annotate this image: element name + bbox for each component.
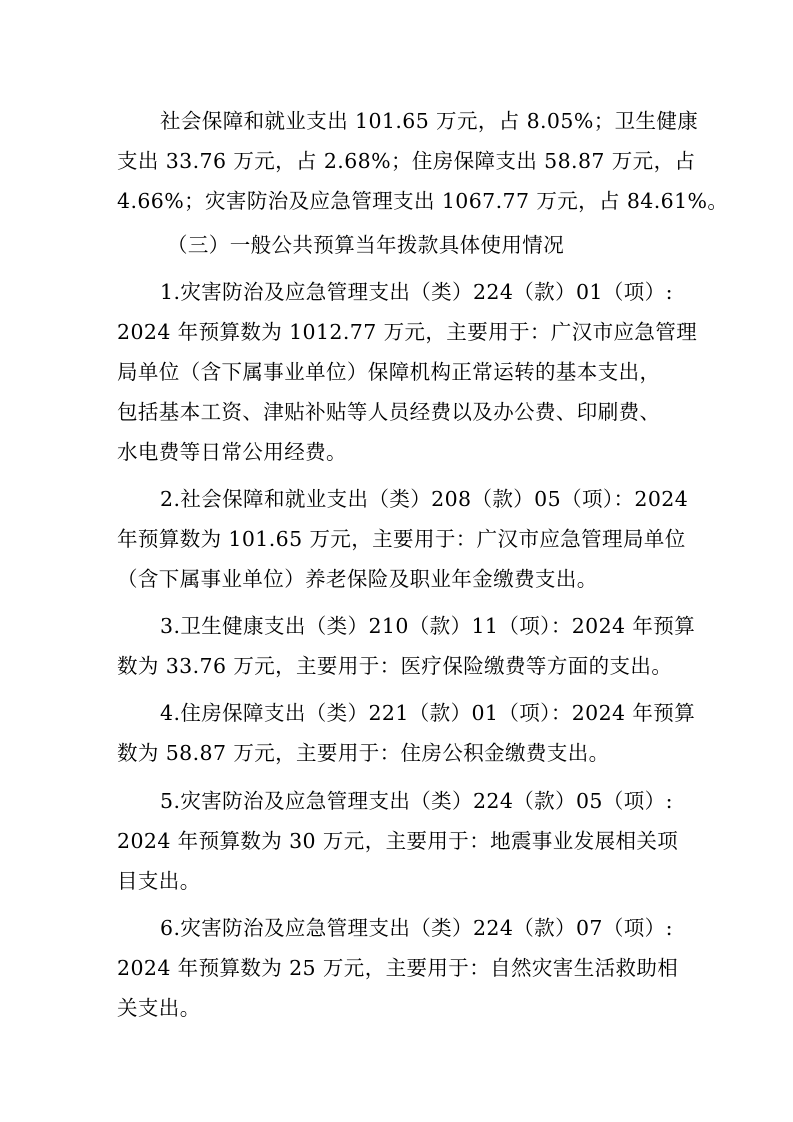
- text-line: 关支出。: [117, 996, 201, 1020]
- text-line: 4.66%；灾害防治及应急管理支出 1067.77 万元，占 84.61%。: [117, 189, 729, 213]
- text-line: 水电费等日常公用经费。: [117, 440, 347, 464]
- text-line: 3.卫生健康支出（类）210（款）11（项）：2024 年预算: [160, 614, 696, 638]
- text-line: 局单位（含下属事业单位）保障机构正常运转的基本支出，: [117, 360, 661, 384]
- text-line: （含下属事业单位）养老保险及职业年金缴费支出。: [117, 567, 598, 591]
- text-line: 4.住房保障支出（类）221（款）01（项）：2024 年预算: [160, 701, 696, 725]
- section-heading: （三）一般公共预算当年拨款具体使用情况: [167, 233, 565, 257]
- text-line: 6.灾害防治及应急管理支出（类）224（款）07（项）:: [160, 916, 673, 940]
- text-line: 数为 33.76 万元，主要用于：医疗保险缴费等方面的支出。: [117, 654, 673, 678]
- text-line: 社会保障和就业支出 101.65 万元，占 8.05%；卫生健康: [160, 109, 699, 133]
- text-line: 年预算数为 101.65 万元，主要用于：广汉市应急管理局单位: [117, 527, 686, 551]
- text-line: 支出 33.76 万元，占 2.68%；住房保障支出 58.87 万元，占: [117, 149, 696, 173]
- text-line: 2024 年预算数为 1012.77 万元，主要用于：广汉市应急管理: [117, 320, 698, 344]
- text-line: 1.灾害防治及应急管理支出（类）224（款）01（项）:: [160, 280, 673, 304]
- text-line: 2024 年预算数为 25 万元，主要用于：自然灾害生活救助相: [117, 956, 679, 980]
- text-line: 包括基本工资、津贴补贴等人员经费以及办公费、印刷费、: [117, 400, 661, 424]
- text-line: 数为 58.87 万元，主要用于：住房公积金缴费支出。: [117, 741, 610, 765]
- text-line: 目支出。: [117, 869, 201, 893]
- text-line: 5.灾害防治及应急管理支出（类）224（款）05（项）:: [160, 789, 673, 813]
- text-line: 2.社会保障和就业支出（类）208（款）05（项）：2024: [160, 487, 689, 511]
- text-line: 2024 年预算数为 30 万元，主要用于：地震事业发展相关项: [117, 829, 679, 853]
